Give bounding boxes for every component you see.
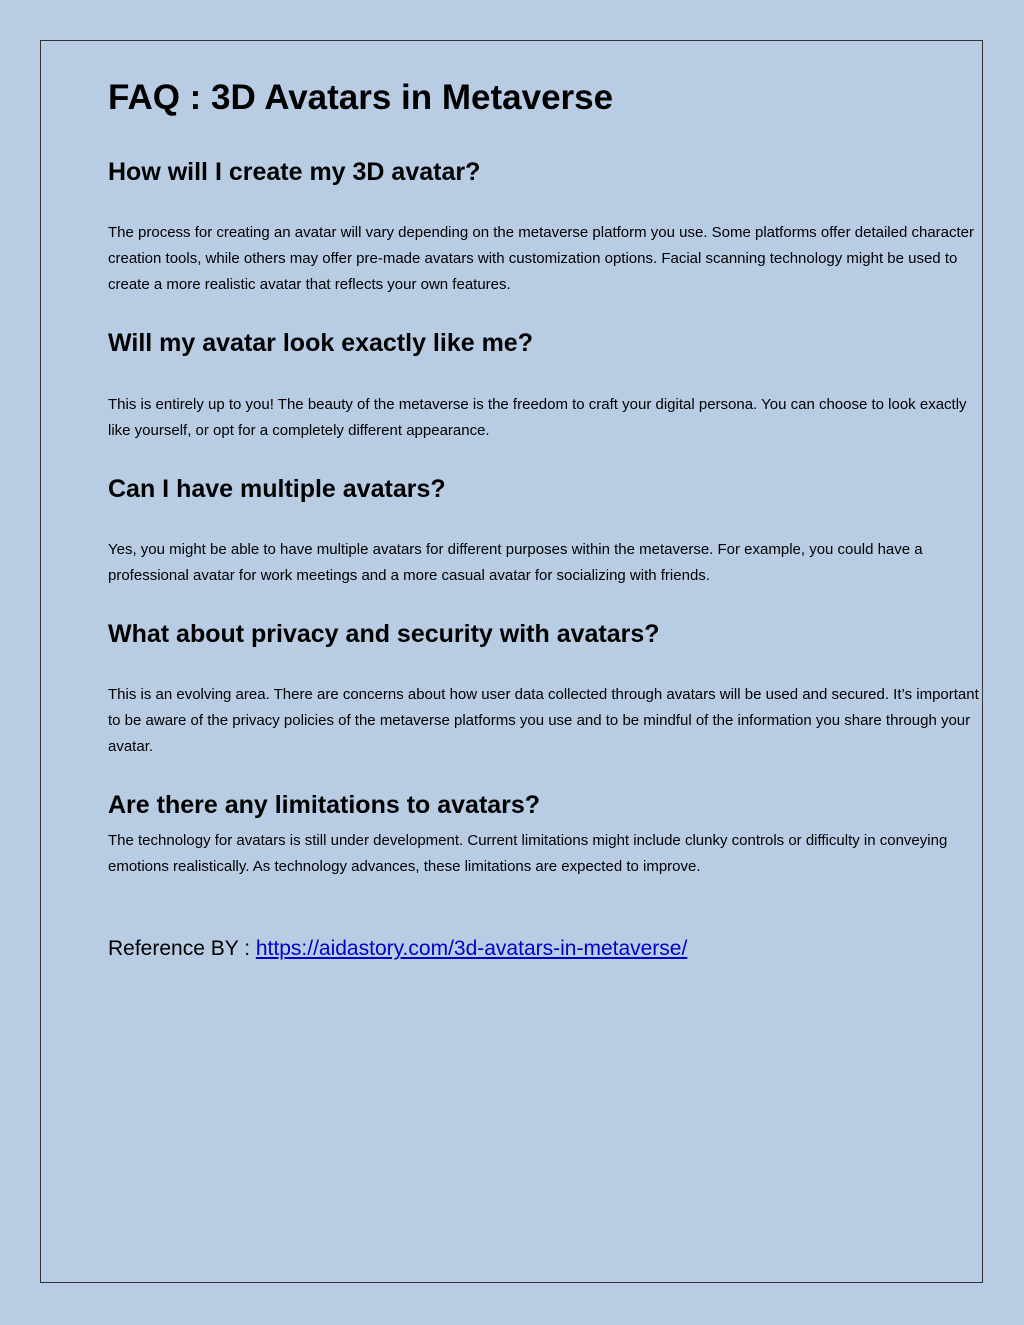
page-title: FAQ : 3D Avatars in Metaverse: [108, 78, 614, 117]
reference-label: Reference BY :: [108, 937, 256, 960]
faq-question-4: What about privacy and security with avatars?: [108, 620, 660, 648]
faq-question-1: How will I create my 3D avatar?: [108, 158, 481, 186]
faq-answer-2: This is entirely up to you! The beauty of the metaverse is the freedom to craft your digital persona. You can choose to look exactly like yourself, or opt for a completely different appearance.: [108, 396, 967, 439]
faq-answer-1: The process for creating an avatar will vary depending on the metaverse platform you use. Some platforms offer detailed character creation tools, while others may offer pre-made avatars with customization options. Facial scanning technology might be used to create a more realistic avatar that reflects your own features.: [108, 224, 975, 293]
faq-question-5: Are there any limitations to avatars?: [108, 791, 541, 819]
faq-answer-4: This is an evolving area. There are concerns about how user data collected through avatars will be used and secured. It’s important to be aware of the privacy policies of the metaverse platforms you use and to be mindful of the information you share through your avatar.: [108, 686, 979, 755]
reference-link[interactable]: https://aidastory.com/3d-avatars-in-metaverse/: [255, 937, 688, 960]
faq-question-2: Will my avatar look exactly like me?: [108, 329, 533, 357]
faq-answer-3: Yes, you might be able to have multiple avatars for different purposes within the metaverse. For example, you could have a professional avatar for work meetings and a more casual avatar for socializing with friends.: [108, 541, 923, 584]
faq-answer-5: The technology for avatars is still under development. Current limitations might include clunky controls or difficulty in conveying emotions realistically. As technology advances, these limitations are expected to improve.: [108, 832, 948, 875]
faq-question-3: Can I have multiple avatars?: [108, 475, 446, 503]
reference-line: [108, 934, 687, 964]
